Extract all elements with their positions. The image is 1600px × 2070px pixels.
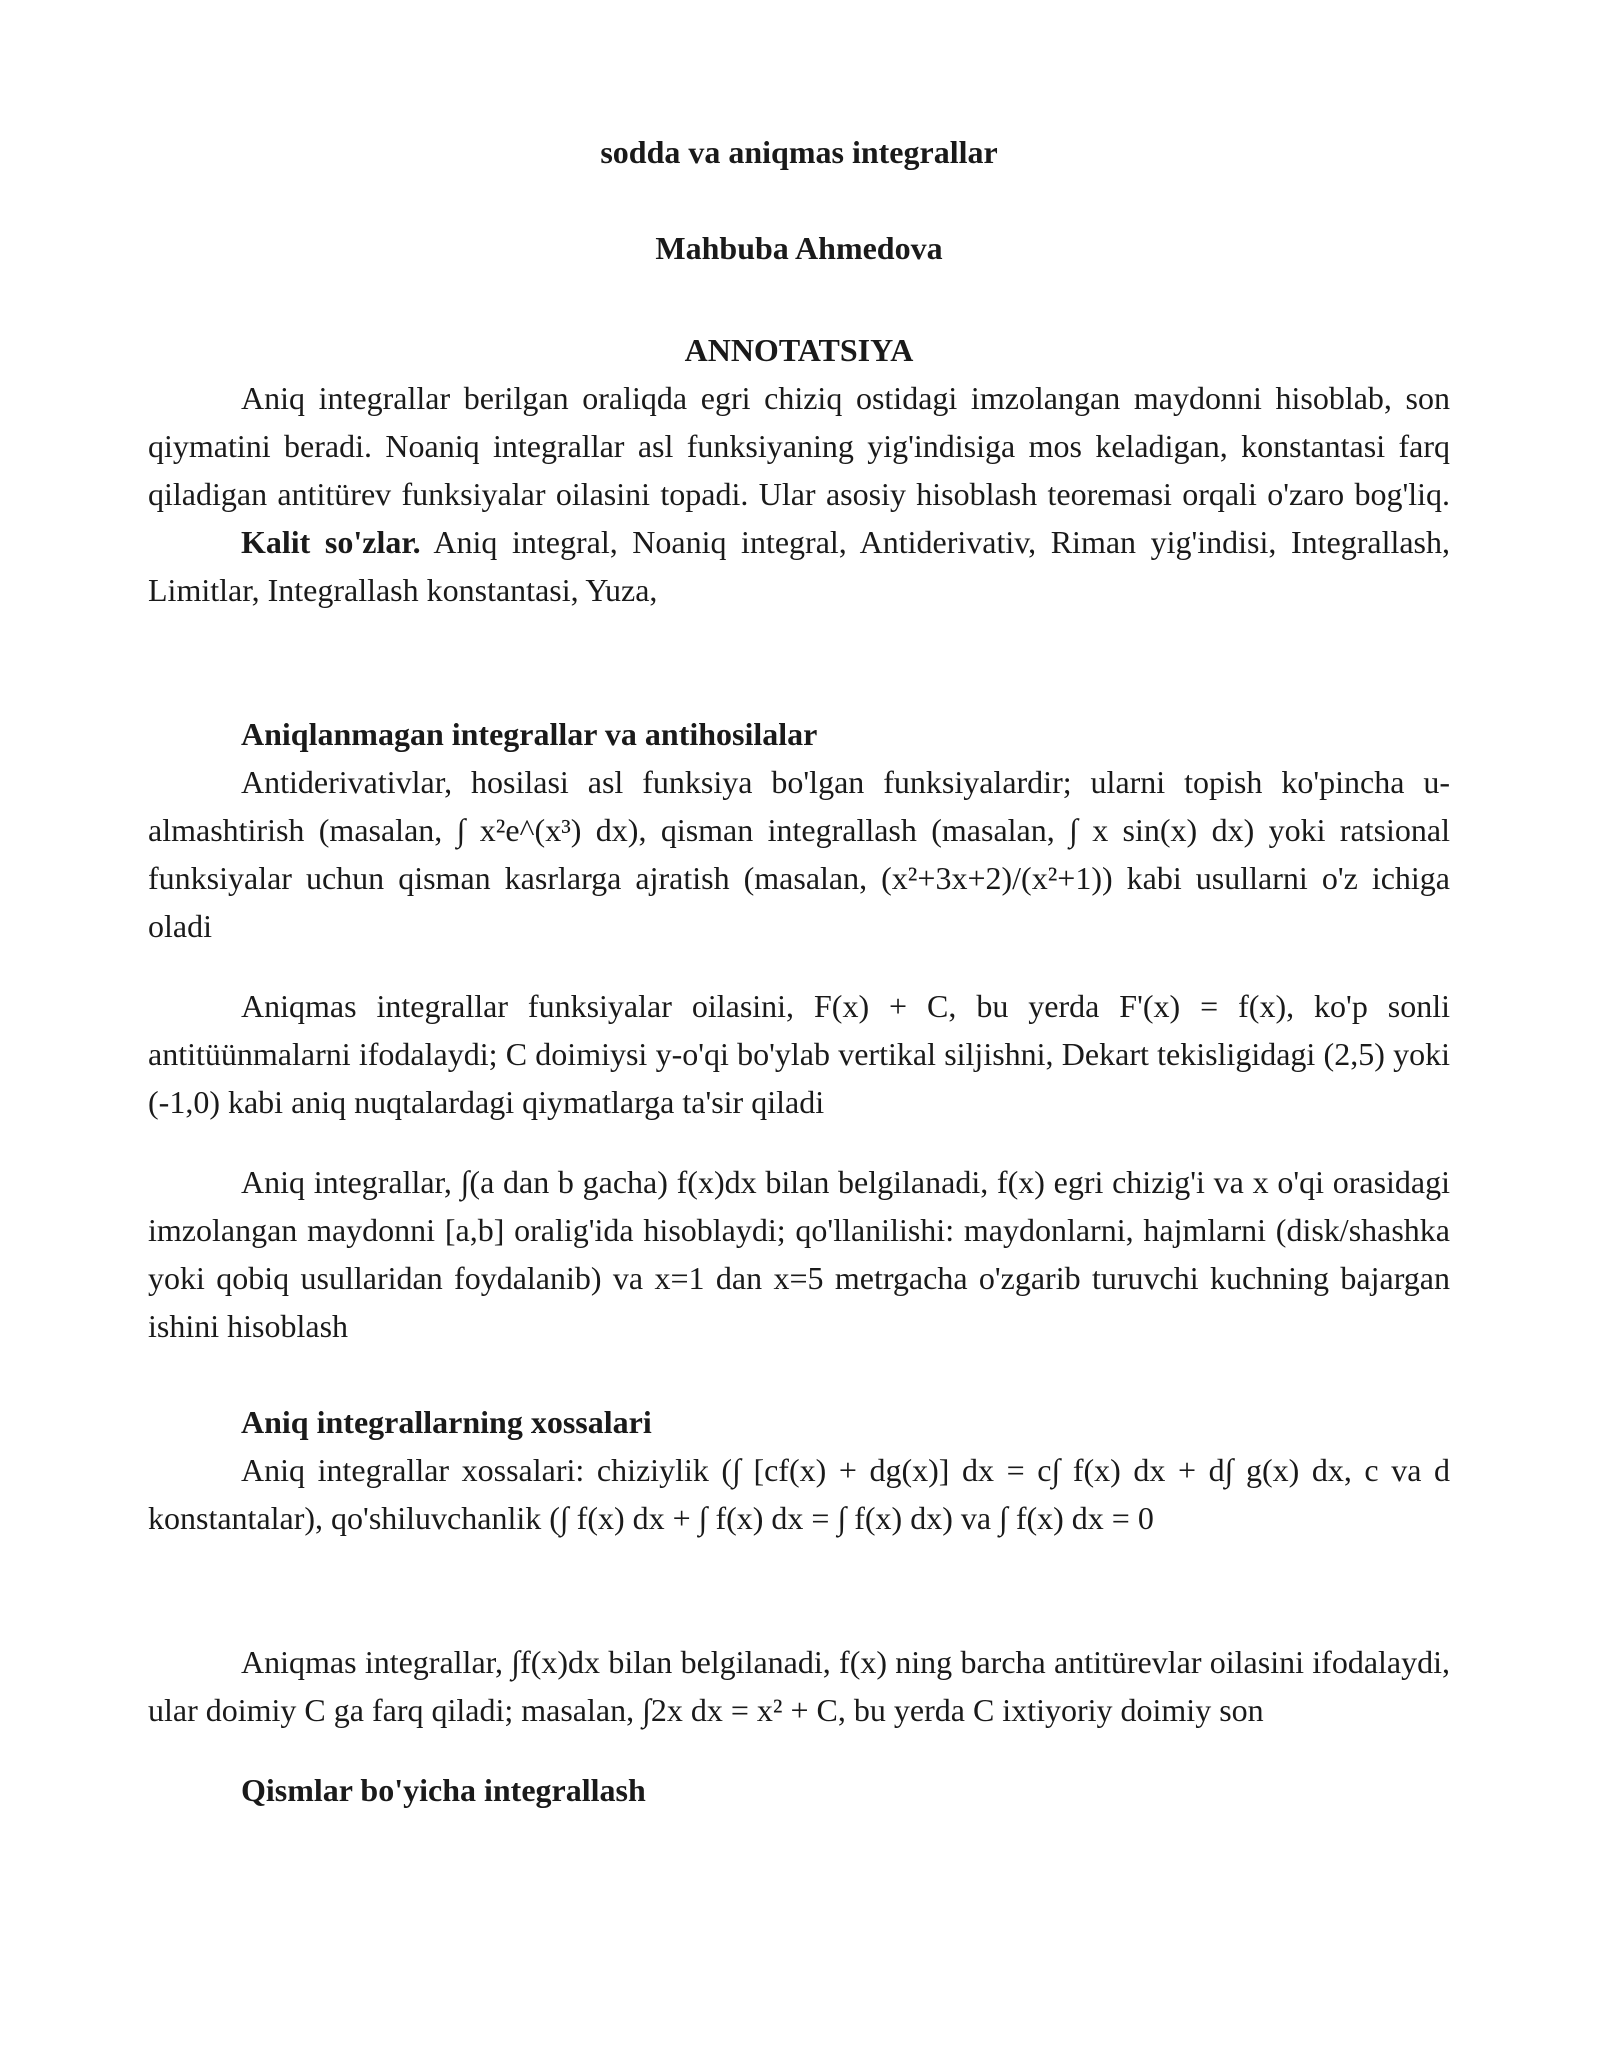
keywords-label: Kalit so'zlar. xyxy=(241,524,421,560)
annotation-text: Aniq integrallar berilgan oraliqda egri chiziq ostidagi imzolangan maydonni hisoblab, son qiymatini beradi. Noaniq integrallar asl funksiyaning yig'indisiga mos keladigan, konstantasi farq qiladigan antitürev funksiyalar oilasini topadi. Ular asosiy hisoblash teoremasi orqali o'zaro bog'liq. xyxy=(148,380,1450,512)
keywords-text: Aniq integral, Noaniq integral, Antiderivativ, Riman yig'indisi, Integrallash, Limitlar, Integrallash konstantasi, Yuza, xyxy=(148,524,1451,608)
paragraph-indefinite-family: Aniqmas integrallar funksiyalar oilasini, F(x) + C, bu yerda F'(x) = f(x), ko'p sonli antitüünmalarni ifodalaydi; C doimiysi y-o'qi bo'ylab vertikal siljishni, Dekart tekisligidagi (2,5) yoki (-1,0) kabi aniq nuqtalardagi qiymatlarga ta'sir qiladi xyxy=(148,988,1450,1120)
spacer xyxy=(148,1350,1450,1398)
document-title: sodda va aniqmas integrallar xyxy=(600,134,998,170)
spacer xyxy=(148,614,1450,710)
spacer xyxy=(148,950,1450,982)
annotation-heading: ANNOTATSIYA xyxy=(684,332,914,368)
author-name: Mahbuba Ahmedova xyxy=(655,230,943,266)
paragraph-antiderivatives: Antiderivativlar, hosilasi asl funksiya bo'lgan funksiyalardir; ularni topish ko'pincha u-almashtirish (masalan, ∫ x²e^(x³) dx), qisman integrallash (masalan, ∫ x sin(x) dx) yoki ratsional funksiyalar uchun qisman kasrlarga ajratish (masalan, (x²+3x+2)/(x²+1)) kabi usullarni o'z ichiga oladi xyxy=(148,764,1450,944)
document-page xyxy=(148,128,1450,1814)
keywords-paragraph xyxy=(148,518,1450,614)
paragraph-indefinite-notation: Aniqmas integrallar, ∫f(x)dx bilan belgilanadi, f(x) ning barcha antitürevlar oilasini ifodalaydi, ular doimiy C ga farq qiladi; masalan, ∫2x dx = x² + C, bu yerda C ixtiyoriy doimiy son xyxy=(148,1644,1450,1728)
section-heading-indefinite-integrals: Aniqlanmagan integrallar va antihosilalar xyxy=(241,716,818,752)
spacer xyxy=(148,1542,1450,1638)
spacer xyxy=(148,1126,1450,1158)
paragraph-definite-integrals: Aniq integrallar, ∫(a dan b gacha) f(x)dx bilan belgilanadi, f(x) egri chizig'i va x o'qi orasidagi imzolangan maydonni [a,b] oralig'ida hisoblaydi; qo'llanilishi: maydonlarni, hajmlarni (disk/shashka yoki qobiq usullaridan foydalanib) va x=1 dan x=5 metrgacha o'zgarib turuvchi kuchning bajargan ishini hisoblash xyxy=(148,1164,1450,1344)
spacer xyxy=(148,1734,1450,1766)
section-heading-integration-by-parts: Qismlar bo'yicha integrallash xyxy=(241,1772,646,1808)
section-heading-definite-properties: Aniq integrallarning xossalari xyxy=(241,1404,652,1440)
paragraph-properties: Aniq integrallar xossalari: chiziylik (∫ [cf(x) + dg(x)] dx = c∫ f(x) dx + d∫ g(x) dx, c va d konstantalar), qo'shiluvchanlik (∫ f(x) dx + ∫ f(x) dx = ∫ f(x) dx) va ∫ f(x) dx = 0 xyxy=(148,1452,1450,1536)
